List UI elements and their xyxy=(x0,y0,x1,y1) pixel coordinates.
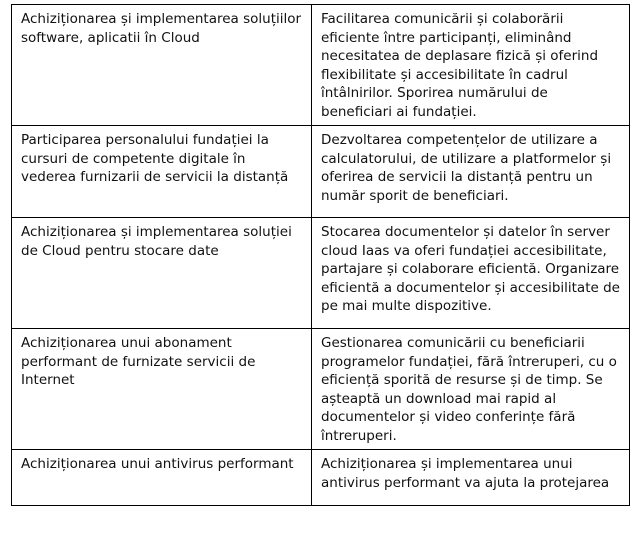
activity-cell: Achiziționarea și implementarea soluției de Cloud pentru stocare date xyxy=(12,218,312,329)
result-cell: Dezvoltarea competențelor de utilizare a calculatorului, de utilizare a platformelor și oferirea de servicii la distanță pentru un număr sporit de beneficiari. xyxy=(312,126,630,218)
table-row xyxy=(12,5,630,126)
activity-cell: Achiziționarea unui antivirus performant xyxy=(12,450,312,506)
activity-cell: Achiziționarea unui abonament performant de furnizate servicii de Internet xyxy=(12,329,312,450)
activity-cell: Participarea personalului fundației la cursuri de competente digitale în vederea furnizarii de servicii la distanță xyxy=(12,126,312,218)
table-row xyxy=(12,450,630,506)
result-cell: Facilitarea comunicării și colaborării eficiente între participanți, eliminând necesitatea de deplasare fizică și oferind flexibilitate și accesibilitate în cadrul întâlnirilor. Sporirea numărului de beneficiari ai fundației. xyxy=(312,5,630,126)
result-cell: Achiziționarea și implementarea unui antivirus performant va ajuta la protejarea xyxy=(312,450,630,506)
table-row xyxy=(12,126,630,218)
result-cell: Gestionarea comunicării cu beneficiarii programelor fundației, fără întreruperi, cu o eficiență sporită de resurse și de timp. Se așteaptă un download mai rapid al documentelor și video conferințe fără întreruperi. xyxy=(312,329,630,450)
table-row xyxy=(12,218,630,329)
activities-table xyxy=(11,4,630,506)
result-cell: Stocarea documentelor și datelor în server cloud Iaas va oferi fundației accesibilitate, partajare și colaborare eficientă. Organizare eficientă a documentelor și accesibilitate de pe mai multe dispozitive. xyxy=(312,218,630,329)
activity-cell: Achiziționarea și implementarea soluțiilor software, aplicatii în Cloud xyxy=(12,5,312,126)
table-row xyxy=(12,329,630,450)
